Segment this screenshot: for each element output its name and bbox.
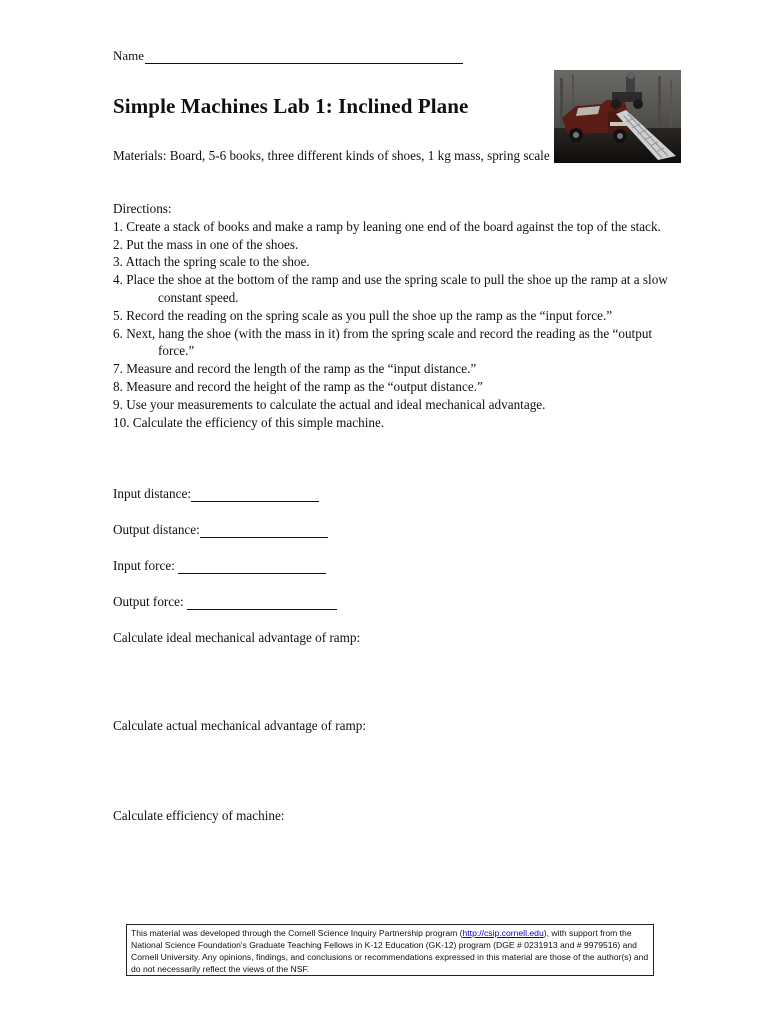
name-blank-line[interactable] <box>145 51 463 64</box>
output-distance-label: Output distance: <box>113 522 200 537</box>
materials-text: Materials: Board, 5-6 books, three different kinds of shoes, 1 kg mass, spring scale <box>113 148 550 163</box>
input-distance-blank[interactable] <box>191 489 319 502</box>
direction-step: 1. Create a stack of books and make a ramp by leaning one end of the board against the top of the stack. <box>113 218 661 234</box>
directions-heading: Directions: <box>113 201 172 216</box>
direction-step: 7. Measure and record the length of the ramp as the “input distance.” <box>113 361 477 377</box>
direction-step: 3. Attach the spring scale to the shoe. <box>113 254 310 270</box>
direction-step: 2. Put the mass in one of the shoes. <box>113 236 299 252</box>
input-distance-row <box>113 486 319 502</box>
page-title: Simple Machines Lab 1: Inclined Plane <box>113 94 469 118</box>
input-force-label: Input force: <box>113 558 179 573</box>
truck-ramp-photo <box>554 70 681 163</box>
output-force-blank[interactable] <box>187 597 337 610</box>
direction-step: 10. Calculate the efficiency of this simple machine. <box>113 414 385 430</box>
direction-step: 8. Measure and record the height of the ramp as the “output distance.” <box>113 378 483 394</box>
footer-link[interactable]: http://csip.cornell.edu <box>462 928 544 938</box>
footer-disclaimer <box>126 924 654 976</box>
output-force-row <box>113 594 337 610</box>
efficiency-prompt: Calculate efficiency of machine: <box>113 808 285 823</box>
direction-step: 4. Place the shoe at the bottom of the ramp and use the spring scale to pull the shoe up the ramp at a slow constant speed. <box>113 272 668 305</box>
footer-text-after: ), with support from the National Science Foundation's Graduate Teaching Fellows in K-12 Education (GK-12) program (DGE # 0231913 and # 9979516) and Cornell University. Any opinions, findings, and conclusions or recommendations expressed in this material are those of the author(s) and do not necessarily reflect the views of the NSF. <box>131 928 649 974</box>
ideal-ma-prompt: Calculate ideal mechanical advantage of ramp: <box>113 630 361 645</box>
name-field-row <box>113 48 463 64</box>
footer-text-before: This material was developed through the Cornell Science Inquiry Partnership program ( <box>131 928 463 938</box>
direction-step: 6. Next, hang the shoe (with the mass in it) from the spring scale and record the reading as the “output force.” <box>113 325 653 359</box>
output-distance-blank[interactable] <box>200 525 328 538</box>
input-force-row <box>113 558 326 574</box>
directions-section <box>113 200 673 431</box>
output-force-label: Output force: <box>113 594 187 609</box>
name-label: Name <box>113 48 145 63</box>
actual-ma-prompt: Calculate actual mechanical advantage of ramp: <box>113 718 366 733</box>
output-distance-row <box>113 522 328 538</box>
input-force-blank[interactable] <box>178 561 326 574</box>
direction-step: 9. Use your measurements to calculate the actual and ideal mechanical advantage. <box>113 396 546 412</box>
input-distance-label: Input distance: <box>113 486 192 501</box>
direction-step: 5. Record the reading on the spring scale as you pull the shoe up the ramp as the “input force.” <box>113 307 613 323</box>
